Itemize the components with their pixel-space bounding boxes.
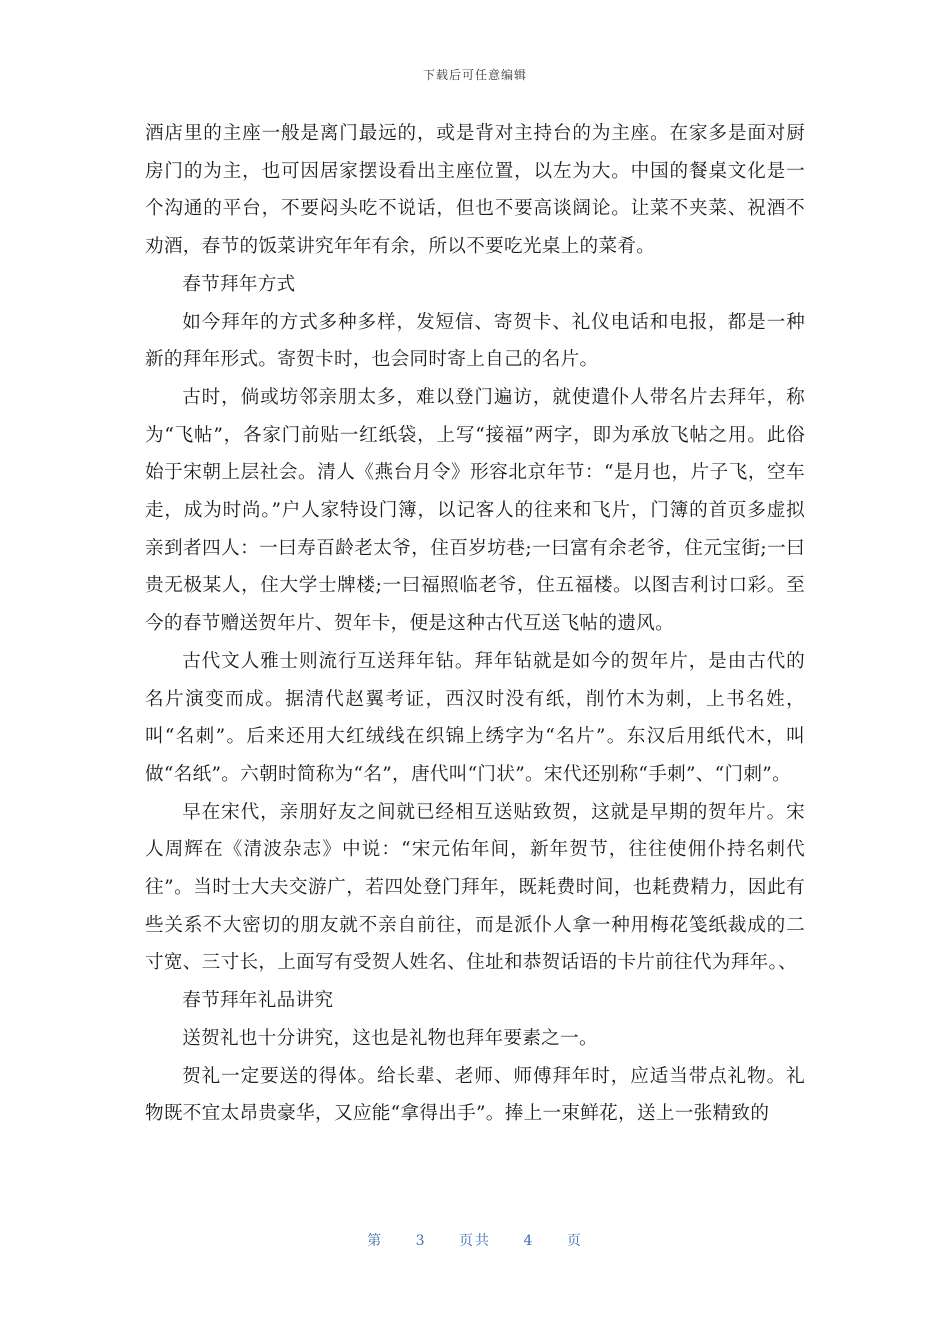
section-heading: 春节拜年礼品讲究 xyxy=(182,990,334,1012)
document-body xyxy=(145,115,805,1133)
footer-total-pages: 4 xyxy=(523,1233,535,1249)
footer-label-of: 页共 xyxy=(459,1233,491,1249)
footer-label-end: 页 xyxy=(566,1233,583,1249)
paragraph: 如今拜年的方式多种多样，发短信、寄贺卡、礼仪电话和电报，都是一种新的拜年形式。寄贺卡时，也会同时寄上自己的名片。 xyxy=(145,311,805,371)
paragraph: 酒店里的主座一般是离门最远的，或是背对主持台的为主座。在家多是面对厨房门的为主，也可因居家摆设看出主座位置，以左为大。中国的餐桌文化是一个沟通的平台，不要闷头吃不说话，但也不要高谈阔论。让菜不夹菜、祝酒不劝酒，春节的饭菜讲究年年有余，所以不要吃光桌上的菜肴。 xyxy=(145,123,805,258)
paragraph: 贺礼一定要送的得体。给长辈、老师、师傅拜年时，应适当带点礼物。礼物既不宜太昂贵豪华，又应能“拿得出手”。捧上一束鲜花，送上一张精致的 xyxy=(145,1065,805,1125)
paragraph: 古代文人雅士则流行互送拜年钻。拜年钻就是如今的贺年片，是由古代的名片演变而成。据清代赵翼考证，西汉时没有纸，削竹木为刺，上书名姓，叫“名刺”。后来还用大红绒线在织锦上绣字为“名片”。东汉后用纸代木，叫做“名纸”。六朝时简称为“名”，唐代叫“门状”。宋代还别称“手刺”、“门刺”。 xyxy=(145,650,805,785)
section-heading: 春节拜年方式 xyxy=(182,273,296,295)
paragraph: 古时，倘或坊邻亲朋太多，难以登门遍访，就使遣仆人带名片去拜年，称为“飞帖”，各家门前贴一红纸袋，上写“接福”两字，即为承放飞帖之用。此俗始于宋朝上层社会。清人《燕台月令》形容北京年节：“是月也，片子飞，空车走，成为时尚。”户人家特设门簿，以记客人的往来和飞片，门簿的首页多虚拟亲到者四人：一曰寿百龄老太爷，住百岁坊巷;一曰富有余老爷，住元宝街;一曰贵无极某人，住大学士牌楼;一曰福照临老爷，住五福楼。以图吉利讨口彩。至今的春节赠送贺年片、贺年卡，便是这种古代互送飞帖的遗风。 xyxy=(145,386,805,635)
page-footer xyxy=(0,1230,950,1250)
footer-label-page: 第 xyxy=(367,1233,384,1249)
paragraph: 送贺礼也十分讲究，这也是礼物也拜年要素之一。 xyxy=(182,1027,598,1049)
footer-current-page: 3 xyxy=(415,1233,427,1249)
paragraph: 早在宋代，亲朋好友之间就已经相互送贴致贺，这就是早期的贺年片。宋人周辉在《清波杂志》中说：“宋元佑年间，新年贺节，往往使佣仆持名刺代往”。当时士大夫交游广，若四处登门拜年，既耗费时间，也耗费精力，因此有些关系不大密切的朋友就不亲自前往，而是派仆人拿一种用梅花笺纸裁成的二寸宽、三寸长，上面写有受贺人姓名、住址和恭贺话语的卡片前往代为拜年。、 xyxy=(145,801,805,974)
page-header: 下载后可任意编辑 xyxy=(422,68,527,82)
